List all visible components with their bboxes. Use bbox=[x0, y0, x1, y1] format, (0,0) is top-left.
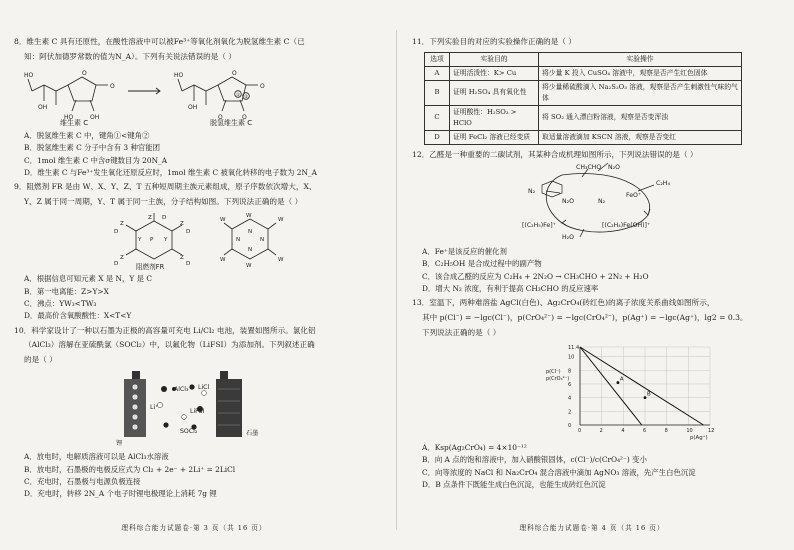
socl2-label: SOCl₂ bbox=[180, 427, 198, 435]
svg-text:OH: OH bbox=[188, 104, 198, 112]
q12-option-d: D．增大 N₂ 浓度，有利于提高 CH₃CHO 的反应速率 bbox=[422, 284, 599, 293]
q11-stem: 11．下列实验目的对应的实验操作正确的是（ ） bbox=[412, 37, 576, 46]
q11-row-a-option: A bbox=[425, 66, 450, 80]
svg-text:OH: OH bbox=[38, 104, 48, 112]
x-tick-label: 8 bbox=[664, 428, 668, 435]
q11-row-d-option: D bbox=[425, 130, 450, 144]
q10-battery-diagram bbox=[24, 369, 364, 447]
svg-text:D: D bbox=[114, 260, 119, 267]
licl-label: LiCl bbox=[198, 383, 210, 391]
x-tick-label: 2 bbox=[599, 428, 603, 435]
svg-text:D: D bbox=[186, 228, 191, 235]
q11-row-d-operation: 取适量溶液滴加 KSCN 溶液，观察是否变红 bbox=[539, 130, 742, 144]
dehydro-vitamin-c-label: 脱氢维生素 C bbox=[210, 119, 253, 128]
q13-stem-line1: 13．室温下，两种难溶盐 AgCl(白色)、Ag₂CrO₄(砖红色)的离子浓度关系曲线如图所示， bbox=[412, 298, 715, 308]
svg-text:O: O bbox=[232, 70, 237, 78]
q11-row-c-option: C bbox=[425, 105, 450, 130]
svg-text:HO: HO bbox=[174, 72, 184, 80]
q8-option-c: C．1mol 维生素 C 中含σ键数目为 20N_A bbox=[24, 155, 168, 165]
q9-option-a: A．根据信息可知元素 X 是 N，Y 是 C bbox=[24, 274, 153, 284]
bond-angle-2-marker: ② bbox=[244, 95, 249, 101]
svg-text:HO: HO bbox=[64, 114, 74, 122]
svg-text:O: O bbox=[82, 70, 87, 78]
q10-stem-line3: 的是（ ） bbox=[24, 355, 57, 364]
svg-text:N: N bbox=[236, 236, 241, 243]
question-13 bbox=[412, 297, 772, 491]
q11-table-header bbox=[425, 52, 742, 66]
data-point-a bbox=[617, 381, 620, 384]
page-4 bbox=[412, 36, 772, 532]
q10-option-d: D．充电时，转移 2N_A 个电子时锂电极理论上消耗 7g 锂 bbox=[24, 489, 217, 499]
x-tick-label: 10 bbox=[686, 428, 693, 435]
svg-text:Z: Z bbox=[180, 254, 184, 261]
li-ion-label: Li⁺ bbox=[150, 403, 159, 411]
lifsi-label: LiFSI bbox=[190, 407, 205, 415]
q8-structures bbox=[24, 65, 364, 128]
q10-option-a: A．放电时，电解质溶液可以是 AlCl₃水溶液 bbox=[24, 452, 169, 462]
question-8 bbox=[14, 36, 374, 179]
svg-text:Z: Z bbox=[120, 254, 124, 261]
fr-label: 阻燃剂FR bbox=[136, 262, 165, 271]
svg-text:Z: Z bbox=[120, 220, 124, 227]
page-3-footer: 理科综合能力试题卷·第 3 页（共 16 页） bbox=[121, 524, 267, 532]
n2o-label-top: N₂O bbox=[608, 164, 620, 172]
q8-stem-line2: 知：阿伏加德罗常数的值为N_A）。下列有关说法错误的是（ ） bbox=[24, 51, 236, 61]
table-row bbox=[425, 105, 742, 130]
q11-table bbox=[424, 52, 742, 145]
q8-option-a: A．脱氢维生素 C 中，键角①<键角② bbox=[24, 130, 150, 140]
q9-stem-line2: Y、Z 属于同一周期，Y、T 属于同一主族，分子结构如图。下列说法正确的是（ ） bbox=[24, 197, 303, 206]
h2o-label: H₂O bbox=[562, 234, 575, 242]
x-tick-label: 0 bbox=[578, 428, 582, 435]
q13-stem-line3: 下列说法正确的是（ ） bbox=[422, 327, 501, 337]
svg-text:W: W bbox=[246, 212, 252, 219]
q12-mechanism-diagram bbox=[412, 163, 752, 241]
svg-text:HO: HO bbox=[24, 72, 34, 80]
q13-stem-line2: 其中 p(Cl⁻) = −lgc(Cl⁻)，p(CrO₄²⁻) = −lgc(CrO₄²⁻)，p(Ag⁺) = −lgc(Ag⁺)，lg2 = 0.3。 bbox=[422, 313, 748, 322]
q12-option-b: B．C₂H₅OH 是合成过程中的副产物 bbox=[422, 259, 542, 269]
vitamin-c-label: 维生素 C bbox=[60, 119, 89, 128]
alcl3-label: AlCl₃ bbox=[174, 385, 189, 393]
svg-text:W: W bbox=[220, 256, 226, 263]
svg-text:O: O bbox=[218, 114, 223, 122]
svg-text:N: N bbox=[260, 236, 265, 243]
q12-stem: 12．乙醛是一种重要的二碳试剂，其某种合成机理如图所示，下列说法错误的是（ ） bbox=[412, 149, 698, 159]
svg-text:N: N bbox=[248, 246, 253, 253]
n2-label-mid: N₂ bbox=[598, 198, 606, 206]
q9-option-d: D．最高价含氧酸酸性：X<T<Y bbox=[24, 311, 132, 321]
svg-text:O: O bbox=[110, 83, 115, 91]
fe-ethyl-complex-label: [(C₂H₅)Fe]⁺ bbox=[522, 222, 556, 230]
svg-text:O: O bbox=[242, 114, 247, 122]
y-tick-label: 4 bbox=[568, 395, 572, 402]
data-point-label: B bbox=[647, 391, 651, 398]
svg-text:N: N bbox=[248, 228, 253, 235]
q8-option-d: D．维生素 C 与Fe³⁺发生氧化还原反应时，1mol 维生素 C 被氧化转移的电子数为 2N_A bbox=[24, 168, 317, 177]
table-row bbox=[425, 130, 742, 144]
page-3 bbox=[14, 36, 374, 532]
q13-option-a: A．Ksp(Ag₂CrO₄) = 4×10⁻¹² bbox=[422, 442, 527, 452]
svg-text:D: D bbox=[162, 214, 167, 221]
svg-text:W: W bbox=[278, 216, 284, 223]
n2-label: N₂ bbox=[528, 188, 536, 196]
svg-text:D: D bbox=[186, 260, 191, 267]
svg-text:Y: Y bbox=[138, 236, 142, 243]
reaction-arrow-icon bbox=[128, 88, 160, 94]
x-tick-label: 12 bbox=[708, 428, 715, 435]
table-row bbox=[425, 80, 742, 105]
page-4-footer: 理科综合能力试题卷·第 4 页（共 16 页） bbox=[519, 524, 665, 532]
q13-option-d: D．B 点条件下既能生成白色沉淀，也能生成砖红色沉淀 bbox=[422, 480, 606, 489]
graphite-electrode-label: 石墨 bbox=[246, 429, 259, 437]
svg-text:Y: Y bbox=[164, 236, 168, 243]
question-11 bbox=[412, 36, 772, 145]
q11-row-b-option: B bbox=[425, 80, 450, 105]
q13-solubility-chart bbox=[412, 341, 752, 442]
x-axis-label: p(Ag⁺) bbox=[690, 435, 708, 442]
y-tick-label: 8 bbox=[568, 368, 572, 375]
y-tick-label: 10 bbox=[568, 354, 575, 361]
x-tick-label: 4 bbox=[621, 428, 625, 435]
page-divider bbox=[396, 30, 397, 530]
q11-row-c-operation: 将 SO₂ 通入漂白粉溶液，观察是否变浑浊 bbox=[539, 105, 742, 130]
q11-header-operation: 实验操作 bbox=[539, 52, 742, 66]
q13-option-c: C．向等浓度的 NaCl 和 Na₂CrO₄ 混合溶液中滴加 AgNO₃ 溶液，先产生白色沉淀 bbox=[422, 467, 696, 477]
q13-option-b: B．向 A 点的饱和溶液中，加入硝酸银固体，c(Cl⁻)/c(CrO₄²⁻) 变小 bbox=[422, 455, 647, 465]
y-tick-label: 6 bbox=[568, 382, 572, 389]
q8-option-b: B．脱氢维生素 C 分子中含有 3 种官能团 bbox=[24, 143, 161, 153]
q11-header-purpose: 实验目的 bbox=[450, 52, 539, 66]
question-12 bbox=[412, 149, 772, 296]
q11-row-b-operation: 将少量稀硫酸滴入 Na₂S₂O₃ 溶液，观察是否产生刺激性气味的气体 bbox=[539, 80, 742, 105]
y-axis-label: p(CrO₄²⁻) bbox=[546, 376, 570, 383]
svg-text:OH: OH bbox=[90, 114, 100, 122]
y-tick-label: 2 bbox=[568, 409, 572, 416]
q10-stem-line2: （AlCl₃）溶解在亚硫酰氯（SOCl₂）中，以氟化物（LiFSI）为添加剂。下列叙述正确 bbox=[24, 340, 315, 350]
q11-row-b-purpose: 证明 H₂SO₄ 具有氧化性 bbox=[450, 80, 539, 105]
question-10 bbox=[14, 325, 374, 501]
q11-row-a-operation: 将少量 K 投入 CuSO₄ 溶液中，观察是否产生红色固体 bbox=[539, 66, 742, 80]
ch3cho-label: CH₃CHO bbox=[576, 164, 602, 172]
series-line-2 bbox=[580, 347, 642, 425]
q9-stem-line1: 9．阻燃剂 FR 是由 W、X、Y、Z、T 五种短周期主族元素组成，原子序数依次增大，X、 bbox=[14, 182, 317, 192]
svg-text:W: W bbox=[220, 216, 226, 223]
y-tick-label: 0 bbox=[568, 423, 572, 430]
q11-row-c-purpose: 证明酸性：H₂SO₃ > HClO bbox=[450, 105, 539, 130]
svg-text:Z: Z bbox=[180, 220, 184, 227]
q9-option-c: C．沸点：YW₃<TW₃ bbox=[24, 299, 97, 308]
y-tick-label: 11.4 bbox=[568, 345, 580, 352]
data-point-label: A bbox=[619, 376, 624, 383]
q9-option-b: B．第一电离能：Z>Y>X bbox=[24, 286, 109, 296]
q10-stem-line1: 10．科学家设计了一种以石墨为正极的高容量可充电 Li/Cl₂ 电池，装置如图所示。氯化铝 bbox=[14, 325, 316, 335]
svg-text:D: D bbox=[114, 228, 119, 235]
table-row bbox=[425, 66, 742, 80]
series-line-1 bbox=[580, 347, 704, 425]
svg-text:W: W bbox=[278, 256, 284, 263]
li-electrode-label: 锂 bbox=[116, 439, 123, 447]
svg-text:O: O bbox=[260, 83, 265, 91]
q9-fr-structure bbox=[24, 211, 364, 269]
svg-text:Z: Z bbox=[148, 214, 152, 221]
c2h4-label: C₂H₄ bbox=[656, 180, 670, 188]
q11-row-a-purpose: 证明活泼性：K> Cu bbox=[450, 66, 539, 80]
q8-stem-line1: 8．维生素 C 具有还原性，在酸性溶液中可以被Fe³⁺等氧化剂氧化为脱氢维生素 C（已 bbox=[14, 37, 305, 46]
q12-option-c: C．该合成乙醛的反应为 C₂H₄ + 2N₂O → CH₃CHO + 2N₂ + H₂O bbox=[422, 271, 649, 281]
q12-option-a: A．Fe⁺是该反应的催化剂 bbox=[422, 246, 507, 256]
q10-option-c: C．充电时，石墨极与电源负极连接 bbox=[24, 477, 141, 486]
feo-label: FeO⁺ bbox=[626, 192, 642, 200]
data-point-b bbox=[644, 396, 647, 399]
fe-hydroxy-complex-label: [(C₂H₄)Fe(OH)]⁺ bbox=[602, 222, 651, 230]
svg-text:W: W bbox=[246, 262, 252, 269]
n2o-label-mid: N₂O bbox=[562, 198, 574, 206]
bond-angle-1-marker: ① bbox=[236, 93, 241, 99]
q11-row-d-purpose: 证明 FeCl₂ 溶液已经变质 bbox=[450, 130, 539, 144]
q10-option-b: B．放电时，石墨极的电极反应式为 Cl₂ + 2e⁻ + 2Li⁺ = 2LiCl bbox=[24, 464, 236, 474]
x-tick-label: 6 bbox=[643, 428, 647, 435]
y-axis-label: p(Cl⁻) bbox=[546, 369, 561, 376]
svg-text:P: P bbox=[150, 236, 154, 243]
graphite-electrode bbox=[216, 379, 242, 437]
question-9 bbox=[14, 181, 374, 322]
q11-header-option: 选项 bbox=[425, 52, 450, 66]
